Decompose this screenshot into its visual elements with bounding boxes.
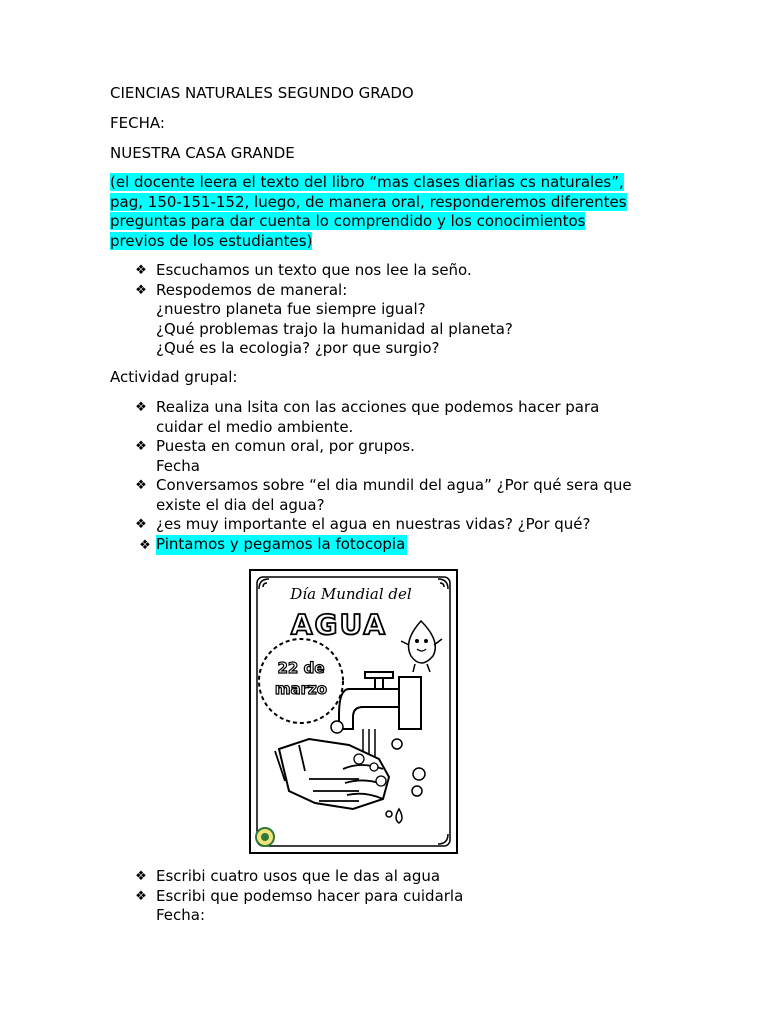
list-item: ❖ ¿es muy importante el agua en nuestras vidas? ¿Por qué?: [135, 515, 591, 533]
activity-label: Actividad grupal:: [110, 368, 238, 386]
teacher-note-line-4: previos de los estudiantes): [110, 231, 313, 250]
list-item: ❖ Escribi que podemso hacer para cuidarla Fecha:: [135, 886, 464, 924]
diamond-bullet-icon: ❖: [139, 537, 151, 553]
teacher-note-line-3: preguntas para dar cuenta lo comprendido y los conocimientos: [110, 212, 586, 230]
diamond-bullet-icon: ❖: [135, 888, 147, 904]
list-item: ❖ Escuchamos un texto que nos lee la seño.: [135, 261, 472, 279]
bullet-list-3: [134, 867, 463, 926]
date-label: FECHA:: [110, 114, 165, 132]
list-item: ❖ Puesta en comun oral, por grupos. Fecha: [135, 437, 415, 475]
diamond-bullet-icon: ❖: [135, 869, 147, 884]
bullet-list-2: [134, 398, 632, 555]
figure-heading: Día Mundial del: [290, 585, 412, 603]
topic-title: NUESTRA CASA GRANDE: [110, 144, 295, 162]
school-logo-icon: [256, 828, 274, 846]
list-item-highlighted: [134, 535, 632, 556]
figure-title-word: AGUA: [290, 608, 388, 641]
list-item: ❖ Respodemos de maneral: ¿nuestro planeta fue siempre igual? ¿Qué problemas trajo la humanidad al planeta? ¿Qué es la ecologia? ¿por que surgio?: [135, 280, 513, 357]
page-title: CIENCIAS NATURALES SEGUNDO GRADO: [110, 84, 414, 102]
list-item: ❖ Conversamos sobre “el dia mundil del agua” ¿Por qué sera que existe el dia del agua?: [135, 476, 632, 514]
list-item: ❖ Realiza una lsita con las acciones que podemos hacer para cuidar el medio ambiente.: [135, 398, 600, 436]
diamond-bullet-icon: ❖: [135, 478, 147, 493]
highlight-bar: ❖ Pintamos y pegamos la fotocopia: [156, 535, 407, 556]
teacher-note-line-2: pag, 150-151-152, luego, de manera oral, responderemos diferentes: [110, 192, 627, 211]
diamond-bullet-icon: ❖: [135, 517, 147, 532]
figure-date-line-1: 22 de: [277, 659, 325, 677]
diamond-bullet-icon: ❖: [135, 400, 147, 415]
diamond-bullet-icon: ❖: [135, 263, 147, 278]
diamond-bullet-icon: ❖: [135, 439, 147, 454]
coloring-sheet-image: [249, 569, 458, 854]
figure-date-line-2: marzo: [274, 680, 328, 698]
teacher-note-line-1: (el docente leera el texto del libro “mas clases diarias cs naturales”,: [110, 173, 624, 191]
bullet-list-1: [134, 261, 513, 359]
diamond-bullet-icon: ❖: [135, 282, 147, 298]
list-item: ❖ Escribi cuatro usos que le das al agua: [135, 867, 441, 885]
